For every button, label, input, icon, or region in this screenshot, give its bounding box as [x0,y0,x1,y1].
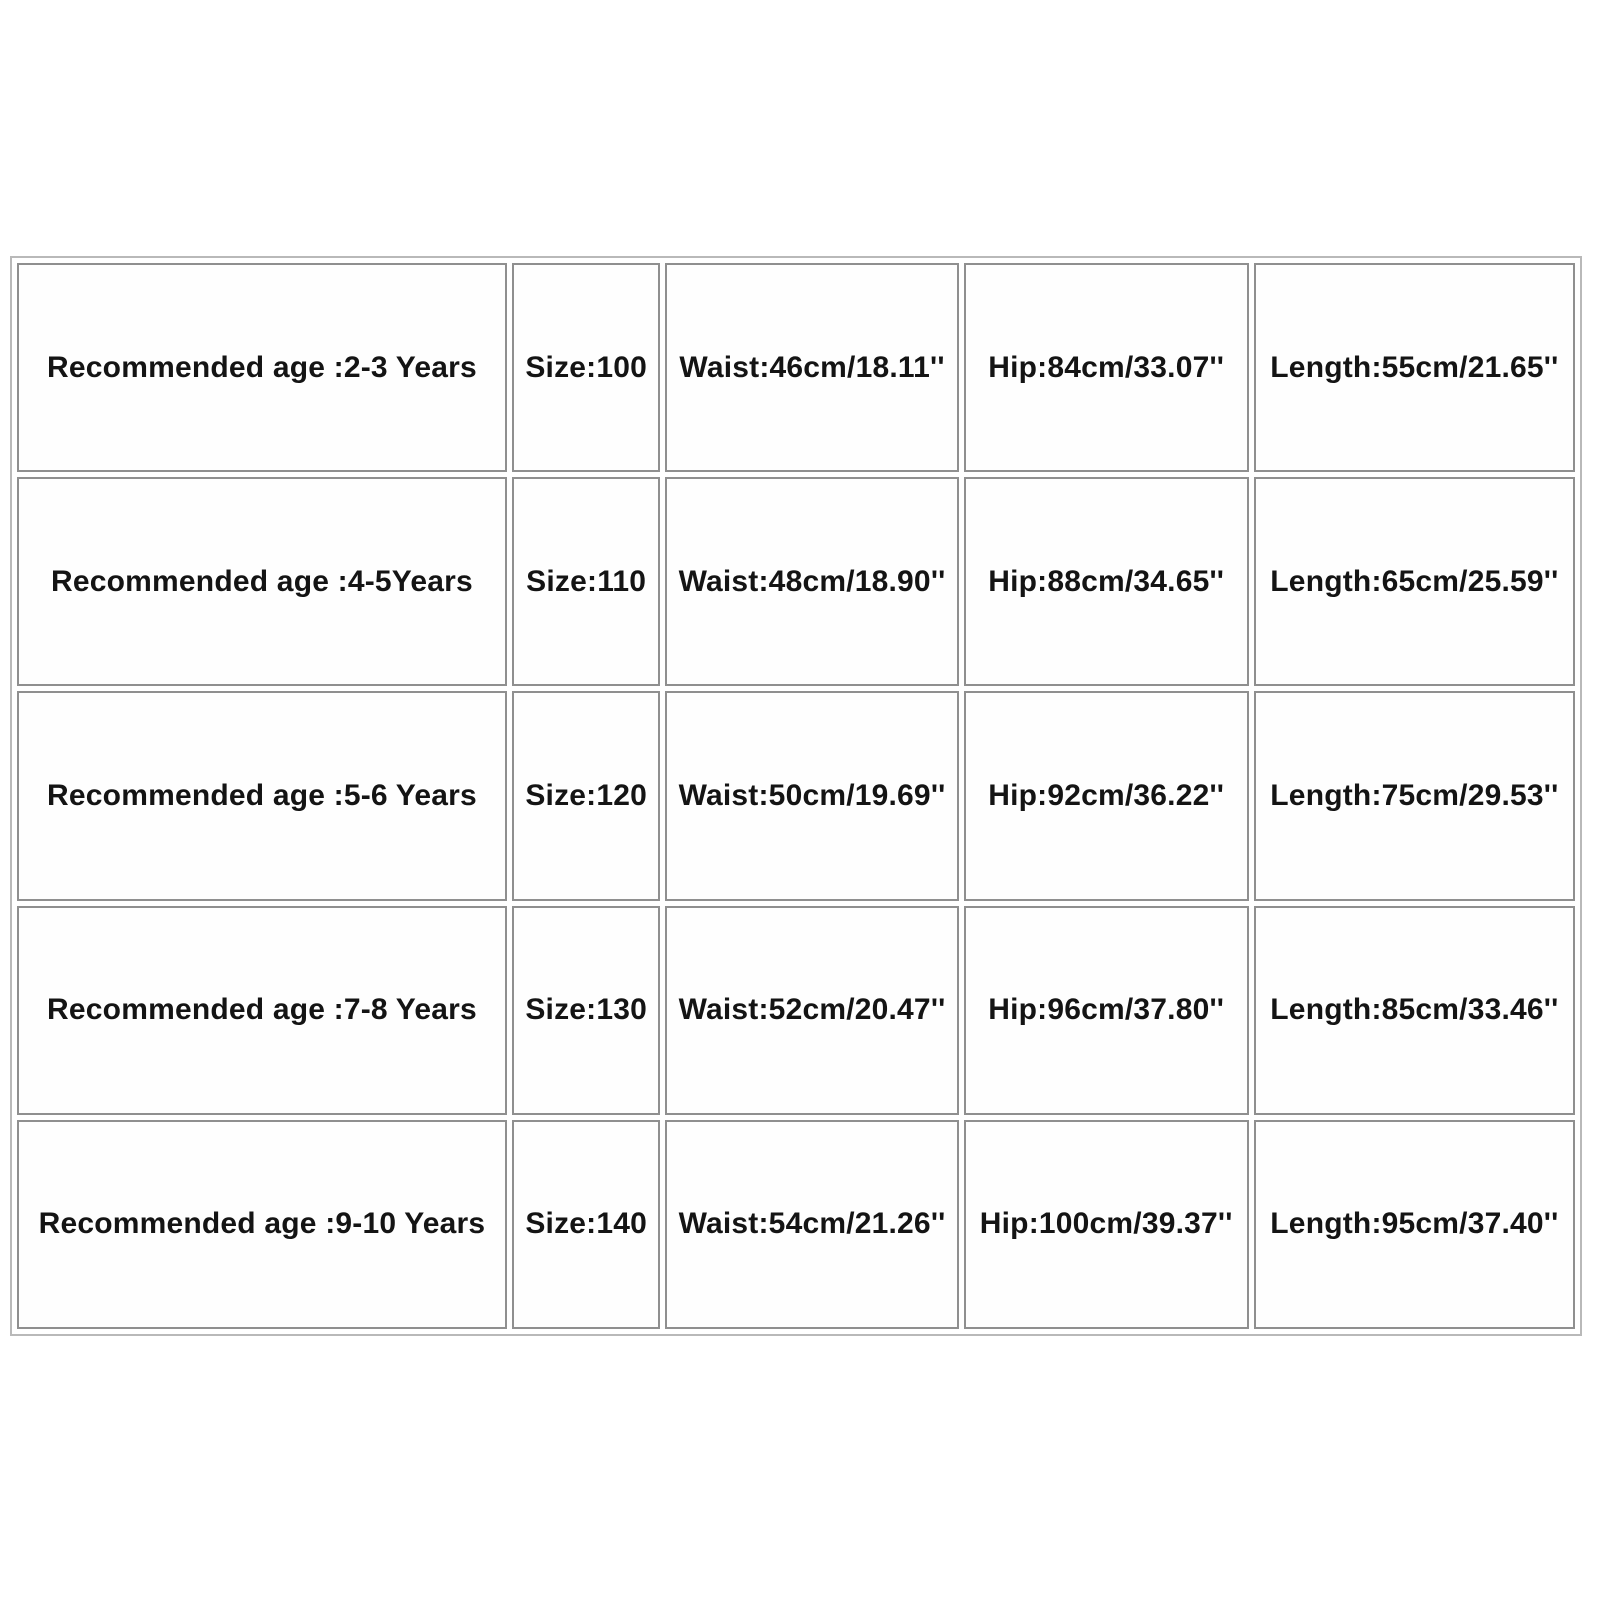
cell-size: Size:110 [512,477,661,686]
cell-recommended-age: Recommended age :5-6 Years [17,691,507,900]
cell-hip: Hip:100cm/39.37'' [964,1120,1249,1329]
cell-size: Size:140 [512,1120,661,1329]
table-row [17,1120,1575,1329]
table-row [17,691,1575,900]
table-row [17,263,1575,472]
cell-recommended-age: Recommended age :9-10 Years [17,1120,507,1329]
cell-hip: Hip:84cm/33.07'' [964,263,1249,472]
cell-length: Length:55cm/21.65'' [1254,263,1575,472]
cell-waist: Waist:46cm/18.11'' [665,263,958,472]
cell-length: Length:75cm/29.53'' [1254,691,1575,900]
table-row [17,477,1575,686]
cell-hip: Hip:88cm/34.65'' [964,477,1249,686]
cell-length: Length:95cm/37.40'' [1254,1120,1575,1329]
cell-size: Size:100 [512,263,661,472]
cell-length: Length:85cm/33.46'' [1254,906,1575,1115]
cell-size: Size:120 [512,691,661,900]
cell-hip: Hip:92cm/36.22'' [964,691,1249,900]
size-chart-table [10,256,1582,1336]
cell-size: Size:130 [512,906,661,1115]
cell-recommended-age: Recommended age :7-8 Years [17,906,507,1115]
cell-waist: Waist:54cm/21.26'' [665,1120,958,1329]
table-row [17,906,1575,1115]
cell-waist: Waist:48cm/18.90'' [665,477,958,686]
cell-recommended-age: Recommended age :2-3 Years [17,263,507,472]
cell-length: Length:65cm/25.59'' [1254,477,1575,686]
cell-hip: Hip:96cm/37.80'' [964,906,1249,1115]
cell-recommended-age: Recommended age :4-5Years [17,477,507,686]
cell-waist: Waist:50cm/19.69'' [665,691,958,900]
cell-waist: Waist:52cm/20.47'' [665,906,958,1115]
